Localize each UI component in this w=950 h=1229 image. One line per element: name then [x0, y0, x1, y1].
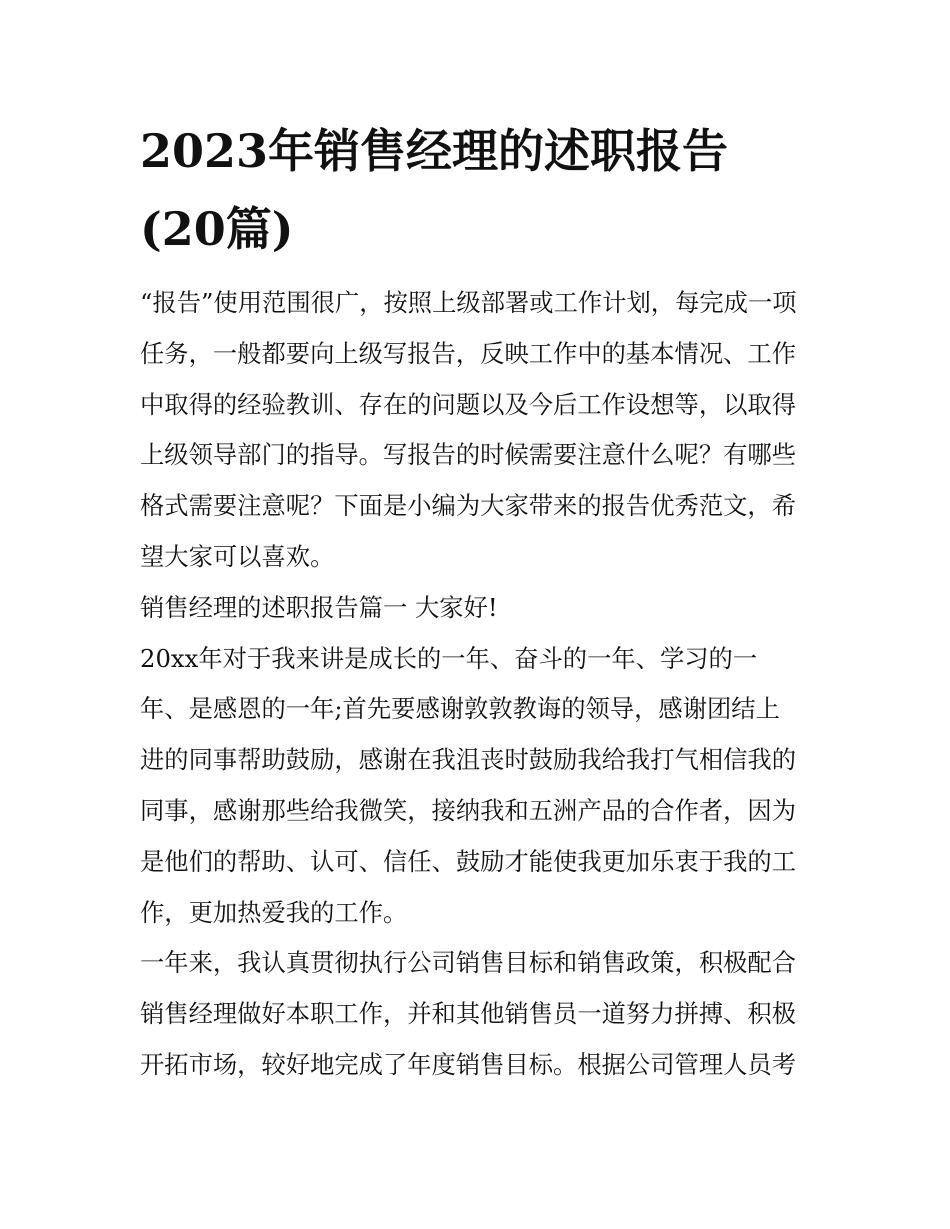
title-line-1: 2023年销售经理的述职报告: [140, 124, 729, 178]
text-line: 销售经理做好本职工作，并和其他销售员一道努力拼搏、积极: [140, 999, 797, 1029]
title-line-2: (20篇): [140, 202, 294, 256]
text-line: 中取得的经验教训、存在的问题以及今后工作设想等，以取得: [140, 389, 797, 419]
text-line: 20xx年对于我来讲是成长的一年、奋斗的一年、学习的一: [140, 643, 758, 673]
text-line: 一年来，我认真贯彻执行公司销售目标和销售政策，积极配合: [140, 948, 797, 978]
text-line: 望大家可以喜欢。: [140, 541, 335, 571]
text-line: 是他们的帮助、认可、信任、鼓励才能使我更加乐衷于我的工: [140, 846, 797, 876]
section-heading: 销售经理的述职报告篇一 大家好!: [140, 592, 498, 622]
text-line: 作，更加热爱我的工作。: [140, 897, 408, 927]
text-line: 上级领导部门的指导。写报告的时候需要注意什么呢？有哪些: [140, 440, 797, 470]
text-line: 开拓市场，较好地完成了年度销售目标。根据公司管理人员考: [140, 1049, 797, 1079]
text-line: 任务，一般都要向上级写报告，反映工作中的基本情况、工作: [140, 338, 797, 368]
text-line: 年、是感恩的一年;首先要感谢敦敦教诲的领导，感谢团结上: [140, 694, 780, 724]
page-title: [140, 112, 840, 268]
text-line: “报告”使用范围很广，按照上级部署或工作计划，每完成一项: [140, 288, 797, 317]
document-body: [140, 278, 812, 1091]
text-line: 进的同事帮助鼓励，感谢在我沮丧时鼓励我给我打气相信我的: [140, 745, 797, 775]
text-line: 格式需要注意呢？下面是小编为大家带来的报告优秀范文，希: [140, 491, 797, 521]
text-line: 同事，感谢那些给我微笑，接纳我和五洲产品的合作者，因为: [140, 795, 797, 825]
